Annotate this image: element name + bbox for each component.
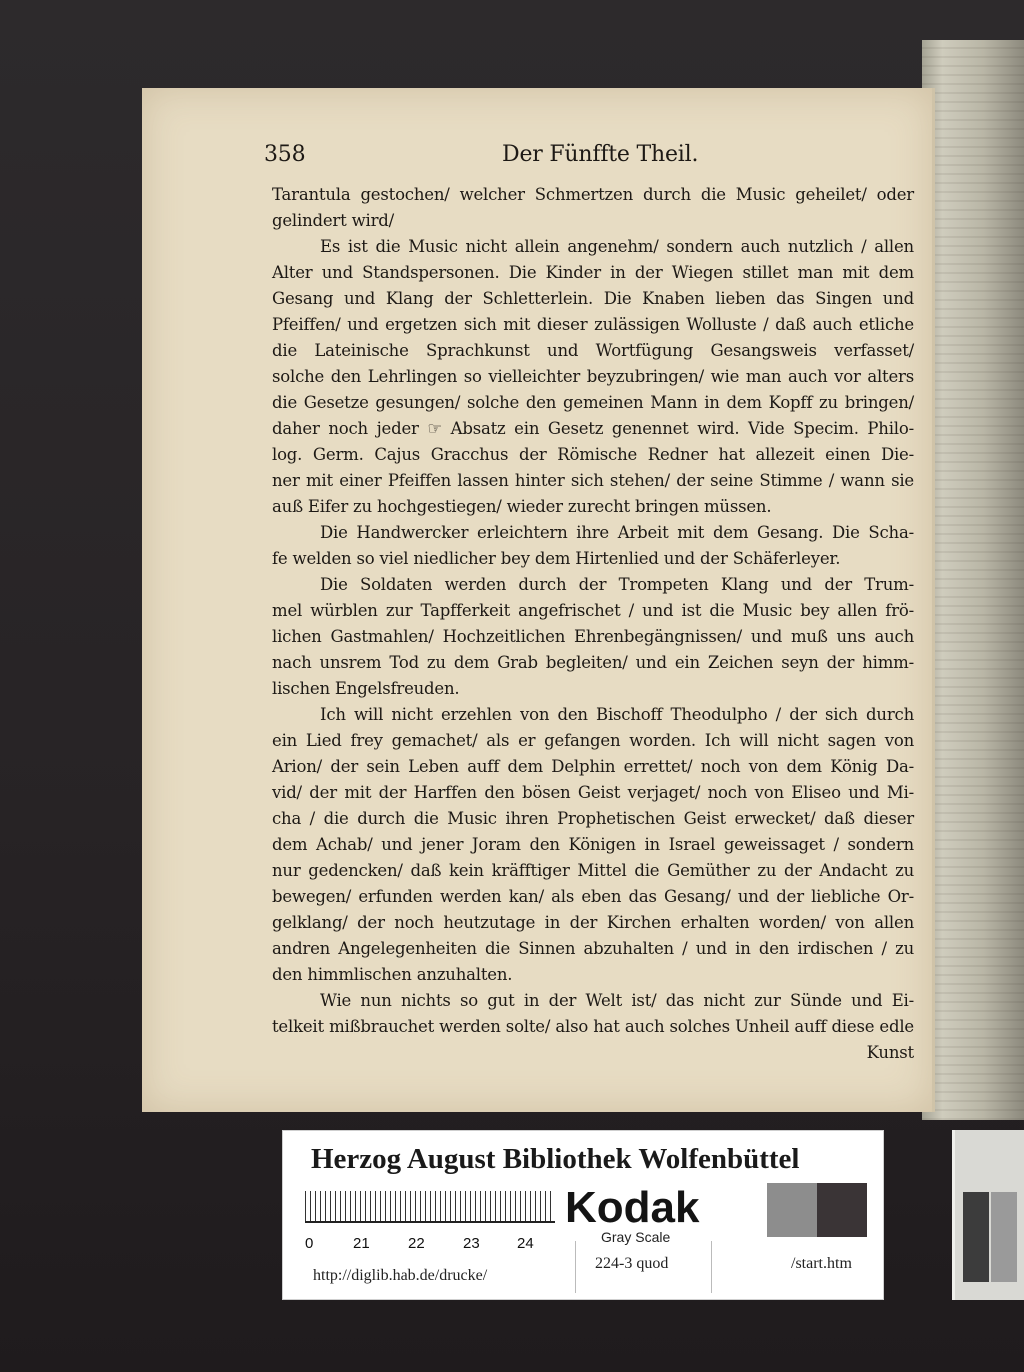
text-line: nach unsrem Tod zu dem Grab begleiten/ und ein Zeichen seyn der himm- (272, 653, 914, 672)
text-line: vid/ der mit der Harffen den bösen Geist verjaget/ noch von Eliseo und Mi- (272, 783, 914, 802)
running-head: Der Fünffte Theil. (502, 142, 699, 167)
text-line: lischen Engelsfreuden. (272, 679, 460, 698)
text-line: telkeit mißbrauchet werden solte/ also hat auch solches Unheil auff diese edle (272, 1017, 914, 1036)
text-line: gelindert wird/ (272, 211, 395, 230)
text-line: Es ist die Music nicht allein angenehm/ sondern auch nutzlich / allen (320, 237, 914, 256)
text-line: ner mit einer Pfeiffen lassen hinter sich stehen/ der seine Stimme / wann sie (272, 471, 914, 490)
text-line: fe welden so viel niedlicher bey dem Hirtenlied und der Schäferleyer. (272, 549, 841, 568)
page-number: 358 (264, 142, 306, 167)
digital-library-url: http://diglib.hab.de/drucke/ (313, 1267, 488, 1284)
text-line: bewegen/ erfunden werden kan/ als eben das Gesang/ und der liebliche Or- (272, 887, 914, 906)
text-line: gelklang/ der noch heutzutage in der Kirchen erhalten worden/ von allen (272, 913, 914, 932)
text-line: daher noch jeder ☞ Absatz ein Gesetz genennet wird. Vide Specim. Philo- (272, 419, 914, 438)
kodak-logo: Kodak (565, 1183, 700, 1232)
text-line: Arion/ der sein Leben auff dem Delphin errettet/ noch von dem König Da- (272, 757, 914, 776)
text-line: Pfeiffen/ und ergetzen sich mit dieser zulässigen Wolluste / daß auch etliche (272, 315, 914, 334)
text-line: Ich will nicht erzehlen von den Bischoff Theodulpho / der sich durch (320, 705, 914, 724)
gray-scale-label: Gray Scale (601, 1229, 671, 1245)
text-line: Die Soldaten werden durch der Trompeten Klang und der Trum- (320, 575, 914, 594)
ruler-label: 22 (408, 1235, 425, 1252)
text-line: ein Lied frey gemachet/ als er gefangen worden. Ich will nicht sagen von (272, 731, 914, 750)
ruler-label: 0 (305, 1235, 314, 1252)
text-line: log. Germ. Cajus Gracchus der Römische Redner hat allezeit einen Die- (272, 445, 914, 464)
neighbouring-page-edges (922, 40, 1024, 1120)
text-line: cha / die durch die Music ihren Prophetischen Geist erwecket/ daß dieser (272, 809, 914, 828)
ruler-label: 23 (463, 1235, 480, 1252)
text-line: Alter und Standspersonen. Die Kinder in der Wiegen stillet man mit dem (272, 263, 914, 282)
paragraphs (272, 182, 914, 1040)
text-line: dem Achab/ und jener Joram den Königen in Israel geweissaget / sondern (272, 835, 914, 854)
text-line: die Gesetze gesungen/ solche den gemeinen Mann in dem Kopff zu bringen/ (272, 393, 914, 412)
page-text (264, 142, 914, 1066)
gray-swatch-dark (817, 1183, 867, 1237)
text-line: nur gedencken/ daß kein kräfftiger Mittel die Gemüther zu der Andacht zu (272, 861, 914, 880)
text-line: mel würblen zur Tapfferkeit angefrischet / und ist die Music bey allen frö- (272, 601, 914, 620)
text-line: Wie nun nichts so gut in der Welt ist/ das nicht zur Sünde und Ei- (320, 991, 914, 1010)
ruler-label: 21 (353, 1235, 370, 1252)
divider (711, 1241, 712, 1293)
text-line: die Lateinische Sprachkunst und Wortfügung Gesangsweis verfasset/ (272, 341, 914, 360)
ruler-labels (305, 1235, 555, 1255)
neighbouring-target-card (952, 1130, 1024, 1300)
shelfmark: 224-3 quod (595, 1255, 669, 1272)
text-line: andren Angelegenheiten die Sinnen abzuhalten / und in den irdischen / zu (272, 939, 914, 958)
catchword: Kunst (866, 1043, 914, 1062)
text-line: den himmlischen anzuhalten. (272, 965, 513, 984)
ruler-label: 24 (517, 1235, 534, 1252)
text-line: Gesang und Klang der Schletterlein. Die Knaben lieben das Singen und (272, 289, 914, 308)
text-line: auß Eifer zu hochgestiegen/ wieder zurecht bringen müssen. (272, 497, 772, 516)
text-line: Tarantula gestochen/ welcher Schmertzen durch die Music geheilet/ oder (272, 185, 914, 204)
text-line: solche den Lehrlingen so vielleichter beyzubringen/ wie man auch vor alters (272, 367, 914, 386)
text-line: lichen Gastmahlen/ Hochzeitlichen Ehrenbegängnissen/ und muß uns auch (272, 627, 914, 646)
text-line: Die Handwercker erleichtern ihre Arbeit mit dem Gesang. Die Scha- (320, 523, 914, 542)
library-name: Herzog August Bibliothek Wolfenbüttel (311, 1143, 800, 1175)
gray-swatch-mid (767, 1183, 817, 1237)
start-path: /start.htm (791, 1255, 852, 1272)
page-header (264, 142, 914, 182)
divider (575, 1241, 576, 1293)
color-target-card (282, 1130, 884, 1300)
measurement-ruler (305, 1191, 555, 1223)
